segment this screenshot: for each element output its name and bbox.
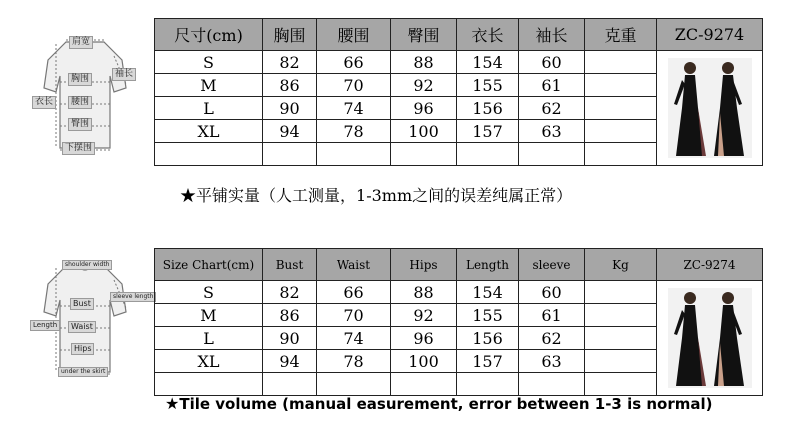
product-photo-cell [657, 281, 763, 396]
product-photo [668, 288, 752, 388]
length-cell: 156 [457, 327, 519, 350]
bust-cell: 82 [263, 51, 317, 74]
waist-cell: 66 [317, 281, 391, 304]
diagram-label-length: 衣长 [32, 96, 56, 109]
weight-cell [585, 74, 657, 97]
weight-cell [585, 350, 657, 373]
hips-cell: 100 [391, 120, 457, 143]
dress-photo-icon [668, 288, 752, 388]
diagram-label-bust: 胸围 [68, 73, 92, 86]
bust-cell: 86 [263, 304, 317, 327]
hips-cell: 88 [391, 51, 457, 74]
size-cell: S [155, 51, 263, 74]
length-cell: 155 [457, 74, 519, 97]
hips-cell: 88 [391, 281, 457, 304]
header-weight: 克重 [585, 19, 657, 51]
waist-cell: 74 [317, 97, 391, 120]
length-cell: 157 [457, 350, 519, 373]
diagram-label-hips: Hips [71, 343, 94, 355]
header-sleeve: sleeve [519, 249, 585, 281]
header-size: Size Chart(cm) [155, 249, 263, 281]
size-cell: L [155, 327, 263, 350]
note-text: Tile volume (manual easurement, error between 1-3 is normal) [179, 395, 713, 413]
measurement-note [165, 394, 713, 413]
size-cell: M [155, 74, 263, 97]
dress-photo-icon [668, 58, 752, 158]
star-icon: ★ [165, 394, 180, 413]
measurement-note [180, 183, 572, 206]
hips-cell: 92 [391, 74, 457, 97]
diagram-label-waist: 腰围 [68, 96, 92, 109]
header-length: Length [457, 249, 519, 281]
diagram-label-bust: Bust [70, 298, 94, 310]
header-waist: 腰围 [317, 19, 391, 51]
waist-cell: 70 [317, 74, 391, 97]
size-cell: L [155, 97, 263, 120]
header-model: ZC-9274 [657, 19, 763, 51]
diagram-label-sleeve: 袖长 [112, 68, 136, 81]
sleeve-cell: 61 [519, 304, 585, 327]
sleeve-cell: 60 [519, 281, 585, 304]
diagram-label-sleeve: sleeve length [110, 292, 156, 302]
weight-cell [585, 281, 657, 304]
sleeve-cell: 61 [519, 74, 585, 97]
waist-cell: 70 [317, 304, 391, 327]
diagram-label-hem: 下摆围 [62, 142, 95, 155]
hips-cell: 96 [391, 327, 457, 350]
length-cell: 154 [457, 281, 519, 304]
size-cell: S [155, 281, 263, 304]
header-hips: 臀围 [391, 19, 457, 51]
weight-cell [585, 327, 657, 350]
header-model: ZC-9274 [657, 249, 763, 281]
bust-cell: 94 [263, 120, 317, 143]
star-icon: ★ [180, 186, 197, 205]
hips-cell: 96 [391, 97, 457, 120]
header-bust: 胸围 [263, 19, 317, 51]
size-cell: XL [155, 120, 263, 143]
header-size: 尺寸(cm) [155, 19, 263, 51]
hips-cell: 100 [391, 350, 457, 373]
hips-cell: 92 [391, 304, 457, 327]
header-hips: Hips [391, 249, 457, 281]
sleeve-cell: 62 [519, 327, 585, 350]
bust-cell: 86 [263, 74, 317, 97]
waist-cell: 78 [317, 350, 391, 373]
length-cell: 154 [457, 51, 519, 74]
diagram-label-waist: Waist [68, 321, 96, 333]
waist-cell: 74 [317, 327, 391, 350]
diagram-label-shoulder: shoulder width [62, 260, 112, 270]
bust-cell: 90 [263, 327, 317, 350]
header-waist: Waist [317, 249, 391, 281]
size-cell: XL [155, 350, 263, 373]
header-weight: Kg [585, 249, 657, 281]
garment-diagram [26, 36, 144, 162]
header-sleeve: 袖长 [519, 19, 585, 51]
weight-cell [585, 97, 657, 120]
length-cell: 157 [457, 120, 519, 143]
garment-diagram [26, 260, 154, 386]
product-photo-cell [657, 51, 763, 166]
note-text: 平铺实量（人工测量，1-3mm之间的误差纯属正常） [196, 186, 573, 205]
waist-cell: 78 [317, 120, 391, 143]
bust-cell: 90 [263, 97, 317, 120]
diagram-label-hem: under the skirt [58, 367, 108, 377]
length-cell: 156 [457, 97, 519, 120]
size-cell: M [155, 304, 263, 327]
size-table [154, 248, 763, 396]
header-bust: Bust [263, 249, 317, 281]
weight-cell [585, 51, 657, 74]
waist-cell: 66 [317, 51, 391, 74]
size-table [154, 18, 763, 166]
weight-cell [585, 304, 657, 327]
bust-cell: 94 [263, 350, 317, 373]
length-cell: 155 [457, 304, 519, 327]
table-row [155, 51, 763, 74]
sleeve-cell: 63 [519, 350, 585, 373]
sleeve-cell: 63 [519, 120, 585, 143]
diagram-label-length: Length [30, 320, 60, 331]
diagram-label-shoulder: 肩宽 [69, 36, 93, 49]
product-photo [668, 58, 752, 158]
diagram-label-hips: 臀围 [68, 118, 92, 131]
header-length: 衣长 [457, 19, 519, 51]
bust-cell: 82 [263, 281, 317, 304]
table-row [155, 281, 763, 304]
sleeve-cell: 62 [519, 97, 585, 120]
sleeve-cell: 60 [519, 51, 585, 74]
weight-cell [585, 120, 657, 143]
